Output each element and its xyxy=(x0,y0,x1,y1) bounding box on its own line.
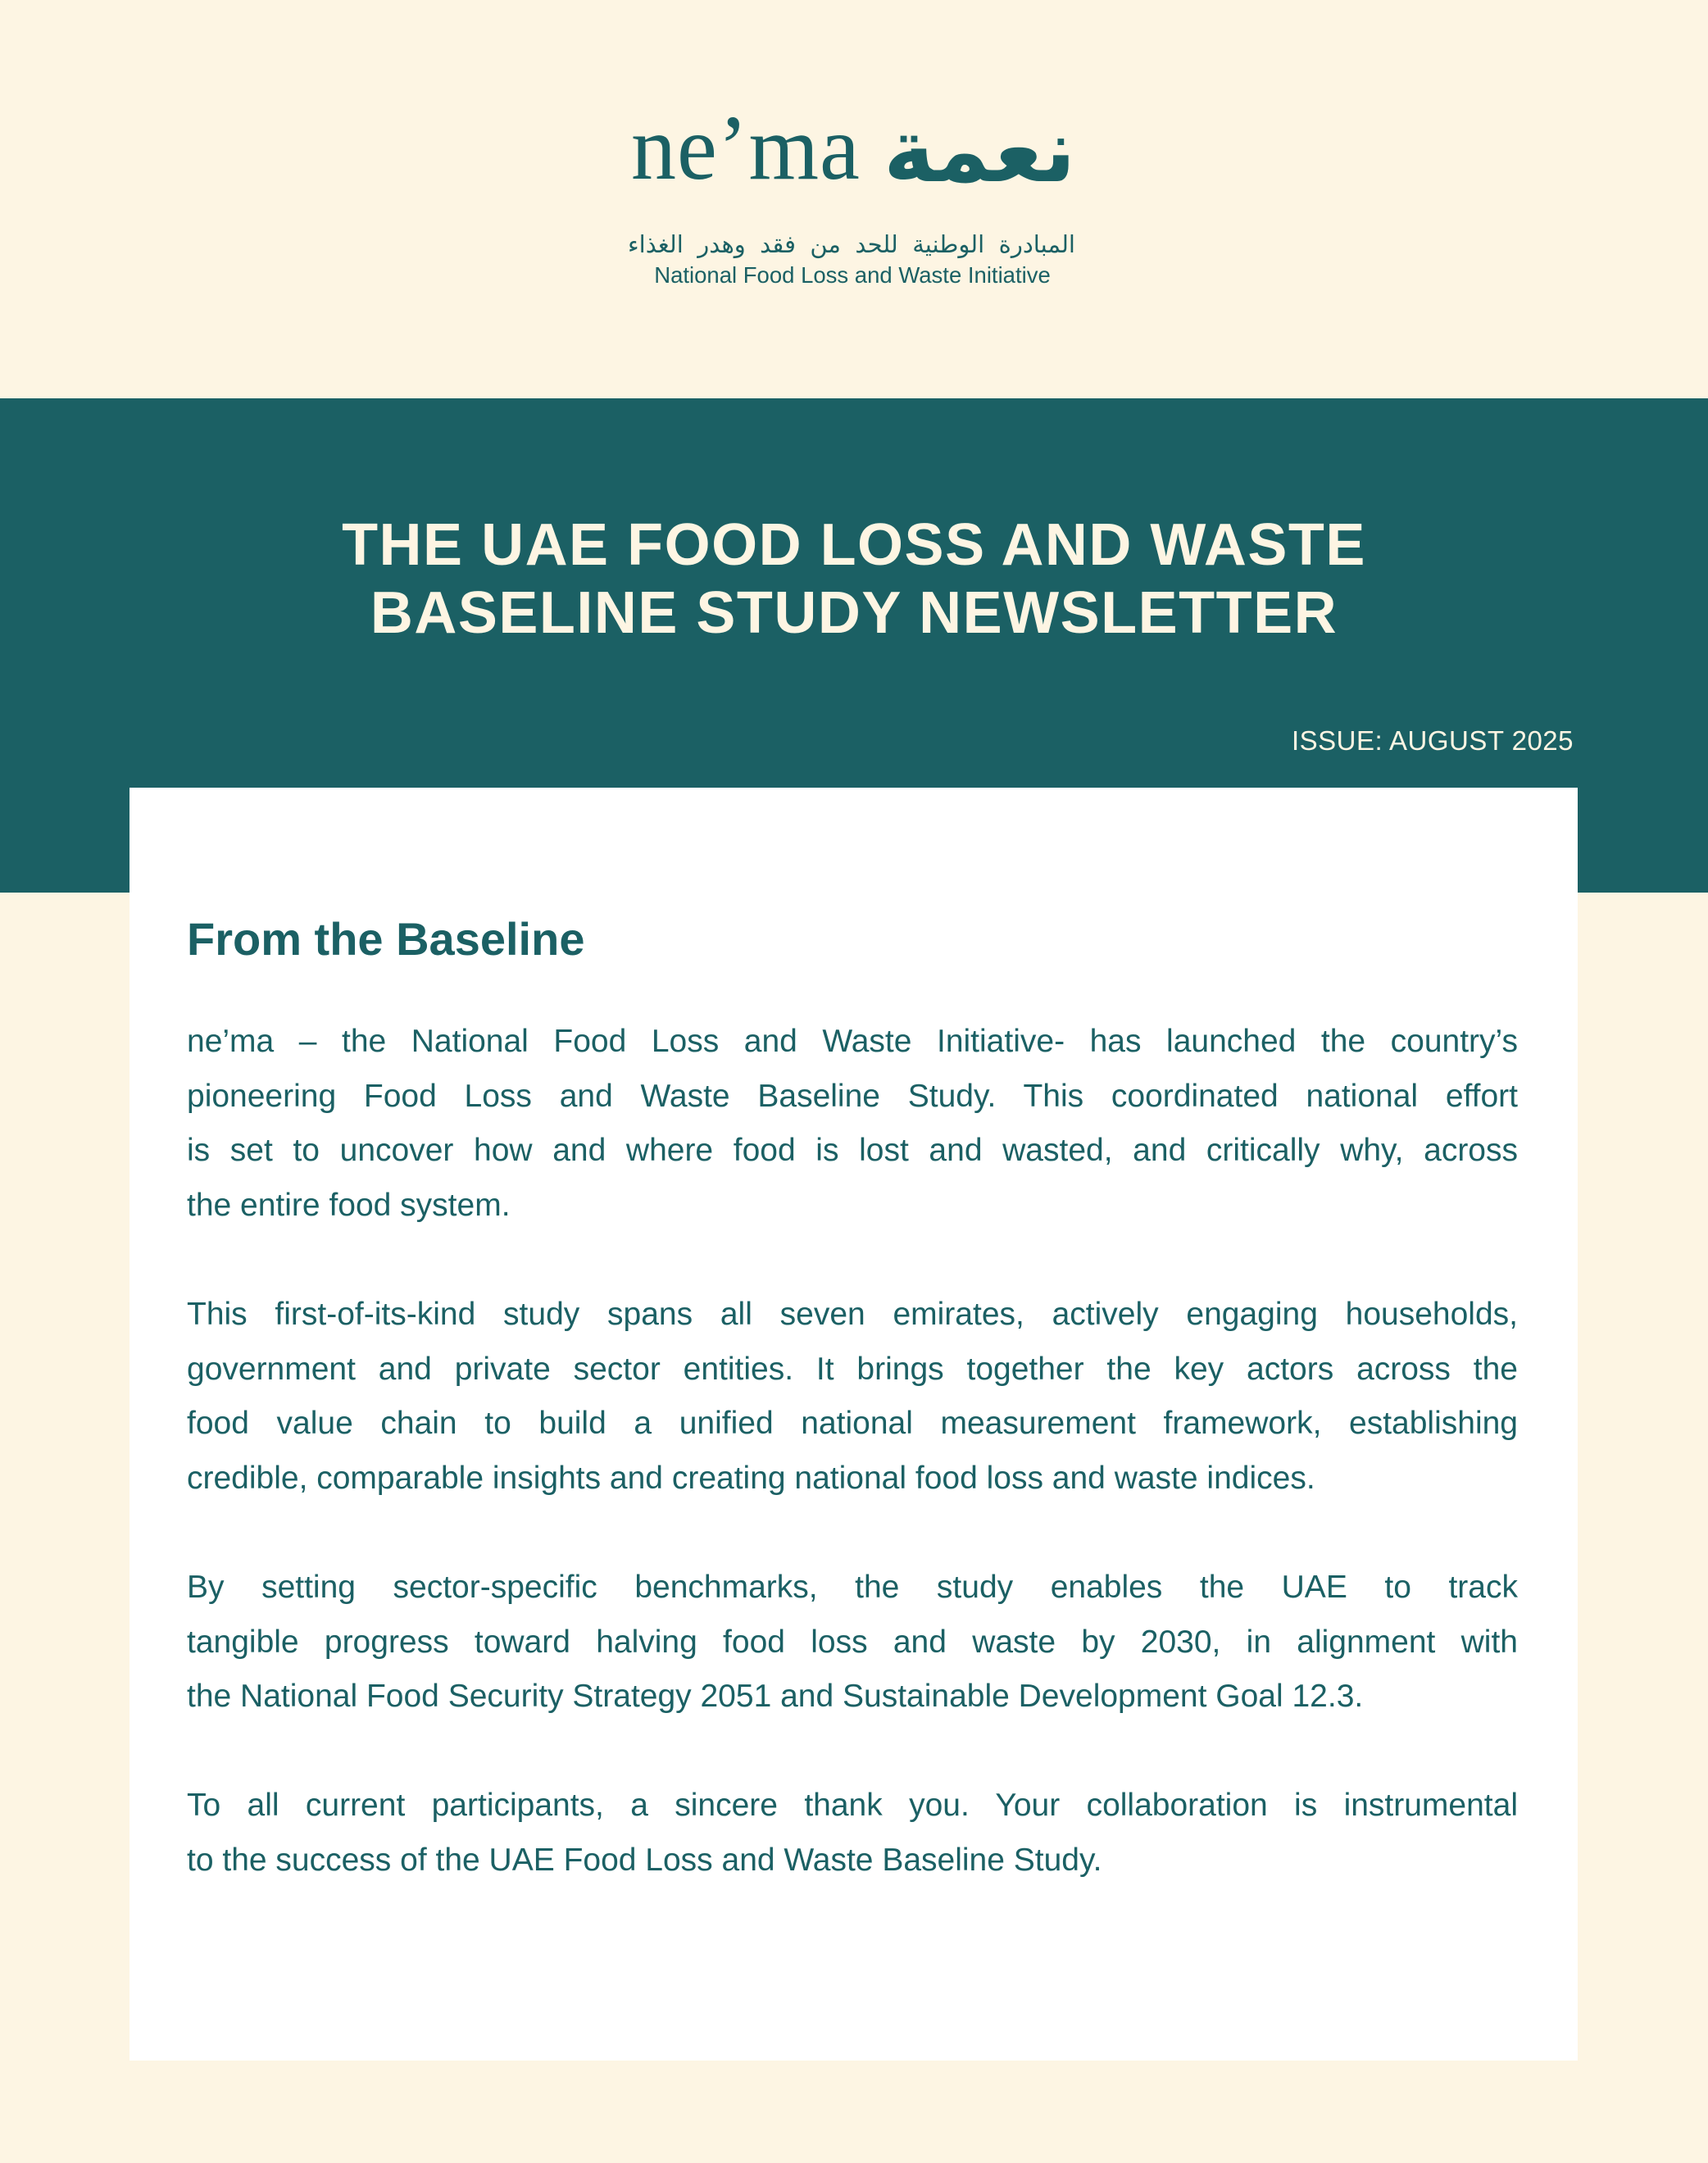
text-line: By setting sector-specific benchmarks, the study enables the UAE to track xyxy=(187,1569,1518,1605)
text-line: To all current participants, a sincere thank you. Your collaboration is instrumental xyxy=(187,1788,1518,1824)
text-line: tangible progress toward halving food loss and waste by 2030, in alignment with xyxy=(187,1624,1518,1660)
text-line: the entire food system. xyxy=(187,1187,511,1223)
newsletter-title-line-1: THE UAE FOOD LOSS AND WASTE xyxy=(342,512,1366,578)
paragraph-thanks xyxy=(187,1779,1518,1888)
logo-wordmark-arabic: نعمة xyxy=(884,100,1076,202)
logo xyxy=(0,0,1708,398)
logo-wordmark-latin: ne’ma xyxy=(631,98,861,199)
logo-subtitle-arabic: المبادرة الوطنية للحد من فقد وهدر الغذاء xyxy=(628,230,1075,258)
text-line: government and private sector entities. It brings together the key actors across the xyxy=(187,1351,1518,1387)
text-line: This first-of-its-kind study spans all seven emirates, actively engaging households, xyxy=(187,1296,1518,1332)
logo-subtitle-english: National Food Loss and Waste Initiative xyxy=(654,262,1051,288)
text-line: ne’ma – the National Food Loss and Waste Initiative- has launched the country’s xyxy=(187,1024,1518,1059)
paragraph-benchmarks xyxy=(187,1561,1518,1724)
text-line: pioneering Food Loss and Waste Baseline Study. This coordinated national effort xyxy=(187,1078,1518,1114)
article-body xyxy=(187,1015,1518,1943)
text-line: food value chain to build a unified national measurement framework, establishing xyxy=(187,1406,1518,1442)
issue-date: ISSUE: AUGUST 2025 xyxy=(1291,725,1574,756)
paragraph-scope xyxy=(187,1288,1518,1506)
text-line: is set to uncover how and where food is lost and wasted, and critically why, across xyxy=(187,1133,1518,1169)
text-line: to the success of the UAE Food Loss and Waste Baseline Study. xyxy=(187,1842,1102,1878)
text-line: credible, comparable insights and creating national food loss and waste indices. xyxy=(187,1460,1315,1496)
text-line: the National Food Security Strategy 2051 and Sustainable Development Goal 12.3. xyxy=(187,1679,1364,1715)
section-heading: From the Baseline xyxy=(187,913,585,965)
newsletter-title-line-2: BASELINE STUDY NEWSLETTER xyxy=(370,580,1338,646)
paragraph-intro xyxy=(187,1015,1518,1233)
